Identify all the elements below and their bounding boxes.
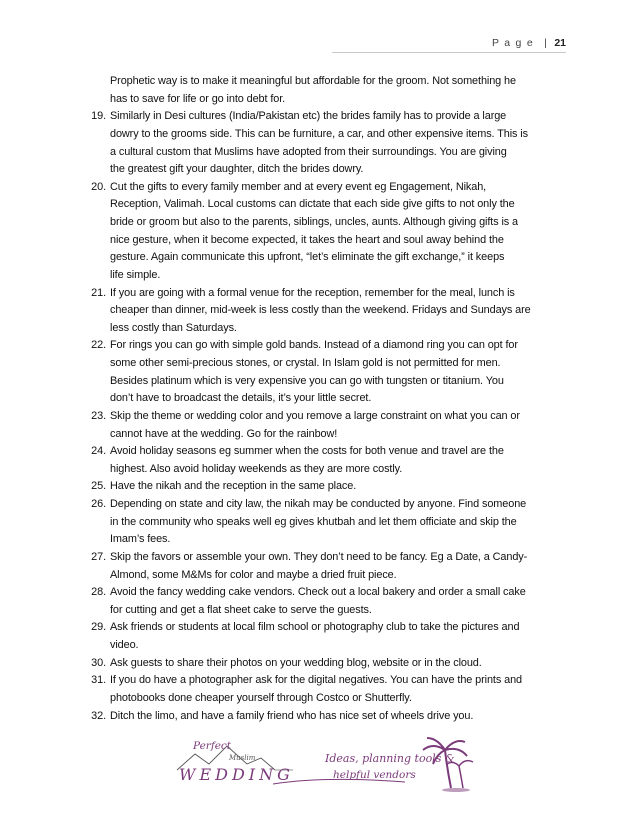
- text-line: If you do have a photographer ask for the digital negatives. You can have the prints and: [110, 674, 522, 687]
- list-item: [80, 708, 568, 726]
- list-item: [80, 179, 568, 285]
- list-item: [80, 549, 568, 584]
- text-line: cheaper than dinner, mid-week is less costly than the weekend. Fridays and Sundays are: [110, 304, 531, 317]
- text-line: dowry to the grooms side. This can be furniture, a car, and other expensive items. This is: [110, 127, 528, 140]
- list-item: [80, 655, 568, 673]
- text-line: If you are going with a formal venue for the reception, remember for the meal, lunch is: [110, 286, 515, 299]
- page-number: 21: [554, 37, 566, 49]
- footer-logo: [175, 736, 475, 796]
- list-item-number: 27.: [91, 550, 106, 563]
- text-line: Cut the gifts to every family member and at every event eg Engagement, Nikah,: [110, 180, 487, 193]
- list-item: [80, 619, 568, 654]
- text-line: Imam’s fees.: [110, 533, 171, 546]
- text-line: bride or groom but also to the parents, siblings, uncles, aunts. Although giving gifts is a: [110, 216, 519, 228]
- intro-paragraph: [80, 73, 568, 108]
- text-line: For rings you can go with simple gold bands. Instead of a diamond ring you can opt for: [110, 339, 518, 352]
- list-item-number: 21.: [91, 286, 106, 299]
- header-divider: [332, 52, 566, 53]
- text-line: video.: [110, 639, 139, 651]
- footer-tagline-1: Ideas, planning tools &: [325, 752, 455, 765]
- list-item: [80, 443, 568, 478]
- text-line: Reception, Valimah. Local customs can dictate that each side give gifts to not only the: [110, 198, 515, 211]
- text-line: Ask guests to share their photos on your wedding blog, website or in the cloud.: [110, 656, 482, 669]
- logo-perfect-text: Perfect: [193, 740, 232, 752]
- list-item: [80, 496, 568, 549]
- list-item: [80, 408, 568, 443]
- list-item-number: 29.: [91, 621, 106, 634]
- list-item: [80, 672, 568, 707]
- list-item-number: 25.: [91, 480, 106, 493]
- text-line: gesture. Again communicate this upfront, “let’s eliminate the gift exchange,” it keeps: [110, 251, 505, 264]
- text-line: Skip the theme or wedding color and you remove a large constraint on what you can or: [110, 409, 520, 422]
- logo-wedding-text: WEDDING: [179, 765, 294, 784]
- text-line: the greatest gift your daughter, ditch the brides dowry.: [110, 163, 364, 176]
- list-item: [80, 478, 568, 496]
- list-item-number: 19.: [91, 110, 106, 123]
- text-line: a cultural custom that Muslims have adopted from their surroundings. You are giving: [110, 145, 507, 158]
- list-item-number: 20.: [91, 180, 106, 193]
- list-item: [80, 337, 568, 408]
- text-line: life simple.: [110, 268, 161, 281]
- text-line: Depending on state and city law, the nikah may be conducted by anyone. Find someone: [110, 498, 527, 510]
- page-header: [492, 37, 566, 49]
- text-line: Have the nikah and the reception in the same place.: [110, 480, 357, 493]
- list-item-number: 22.: [91, 339, 106, 352]
- list-item-number: 26.: [91, 498, 106, 510]
- text-line: Avoid the fancy wedding cake vendors. Check out a local bakery and order a small cake: [110, 586, 526, 599]
- text-line: Prophetic way is to make it meaningful but affordable for the groom. Not something he: [110, 75, 516, 87]
- logo-muslim-text: Muslim: [229, 754, 256, 762]
- list-item-number: 32.: [91, 709, 106, 722]
- text-line: Similarly in Desi cultures (India/Pakistan etc) the brides family has to provide a large: [110, 110, 507, 123]
- text-line: photobooks done cheaper yourself through Costco or Shutterfly.: [110, 691, 412, 704]
- list-item: [80, 285, 568, 338]
- text-line: for cutting and get a flat sheet cake to serve the guests.: [110, 603, 372, 616]
- list-item-number: 28.: [91, 586, 106, 599]
- text-line: in the community who speaks well eg gives khutbah and let them officiate and skip the: [110, 515, 517, 528]
- list-item-number: 24.: [91, 445, 106, 458]
- text-line: Besides platinum which is very expensive you can go with tungsten or titanium. You: [110, 374, 504, 387]
- document-body: [80, 73, 568, 725]
- text-line: Almond, some M&Ms for color and maybe a dried fruit piece.: [110, 568, 397, 581]
- text-line: don’t have to broadcast the details, it’s your little secret.: [110, 392, 372, 405]
- footer-tagline-2: helpful vendors: [333, 769, 416, 781]
- palm-tree-icon: [423, 738, 473, 792]
- text-line: Ditch the limo, and have a family friend who has nice set of wheels drive you.: [110, 709, 474, 722]
- text-line: some other semi-precious stones, or crystal. In Islam gold is not permitted for men.: [110, 357, 501, 369]
- list-item: [80, 584, 568, 619]
- text-line: Ask friends or students at local film school or photography club to take the pictures and: [110, 621, 520, 634]
- text-line: Avoid holiday seasons eg summer when the costs for both venue and travel are the: [110, 445, 504, 458]
- text-line: has to save for life or go into debt for.: [110, 92, 286, 105]
- list-item-number: 30.: [91, 656, 106, 669]
- page-separator: |: [544, 37, 549, 49]
- text-line: Skip the favors or assemble your own. They don’t need to be fancy. Eg a Date, a Candy-: [110, 550, 528, 563]
- list-item-number: 31.: [91, 674, 106, 687]
- text-line: nice gesture, when it become expected, it takes the heart and soul away behind the: [110, 233, 504, 246]
- text-line: cannot have at the wedding. Go for the rainbow!: [110, 427, 338, 440]
- text-line: highest. Also avoid holiday weekends as they are more costly.: [110, 462, 403, 475]
- list-item: [80, 108, 568, 179]
- numbered-list: [80, 108, 568, 725]
- text-line: less costly than Saturdays.: [110, 321, 237, 334]
- list-item-number: 23.: [91, 409, 106, 422]
- page-label: P a g e: [492, 37, 534, 49]
